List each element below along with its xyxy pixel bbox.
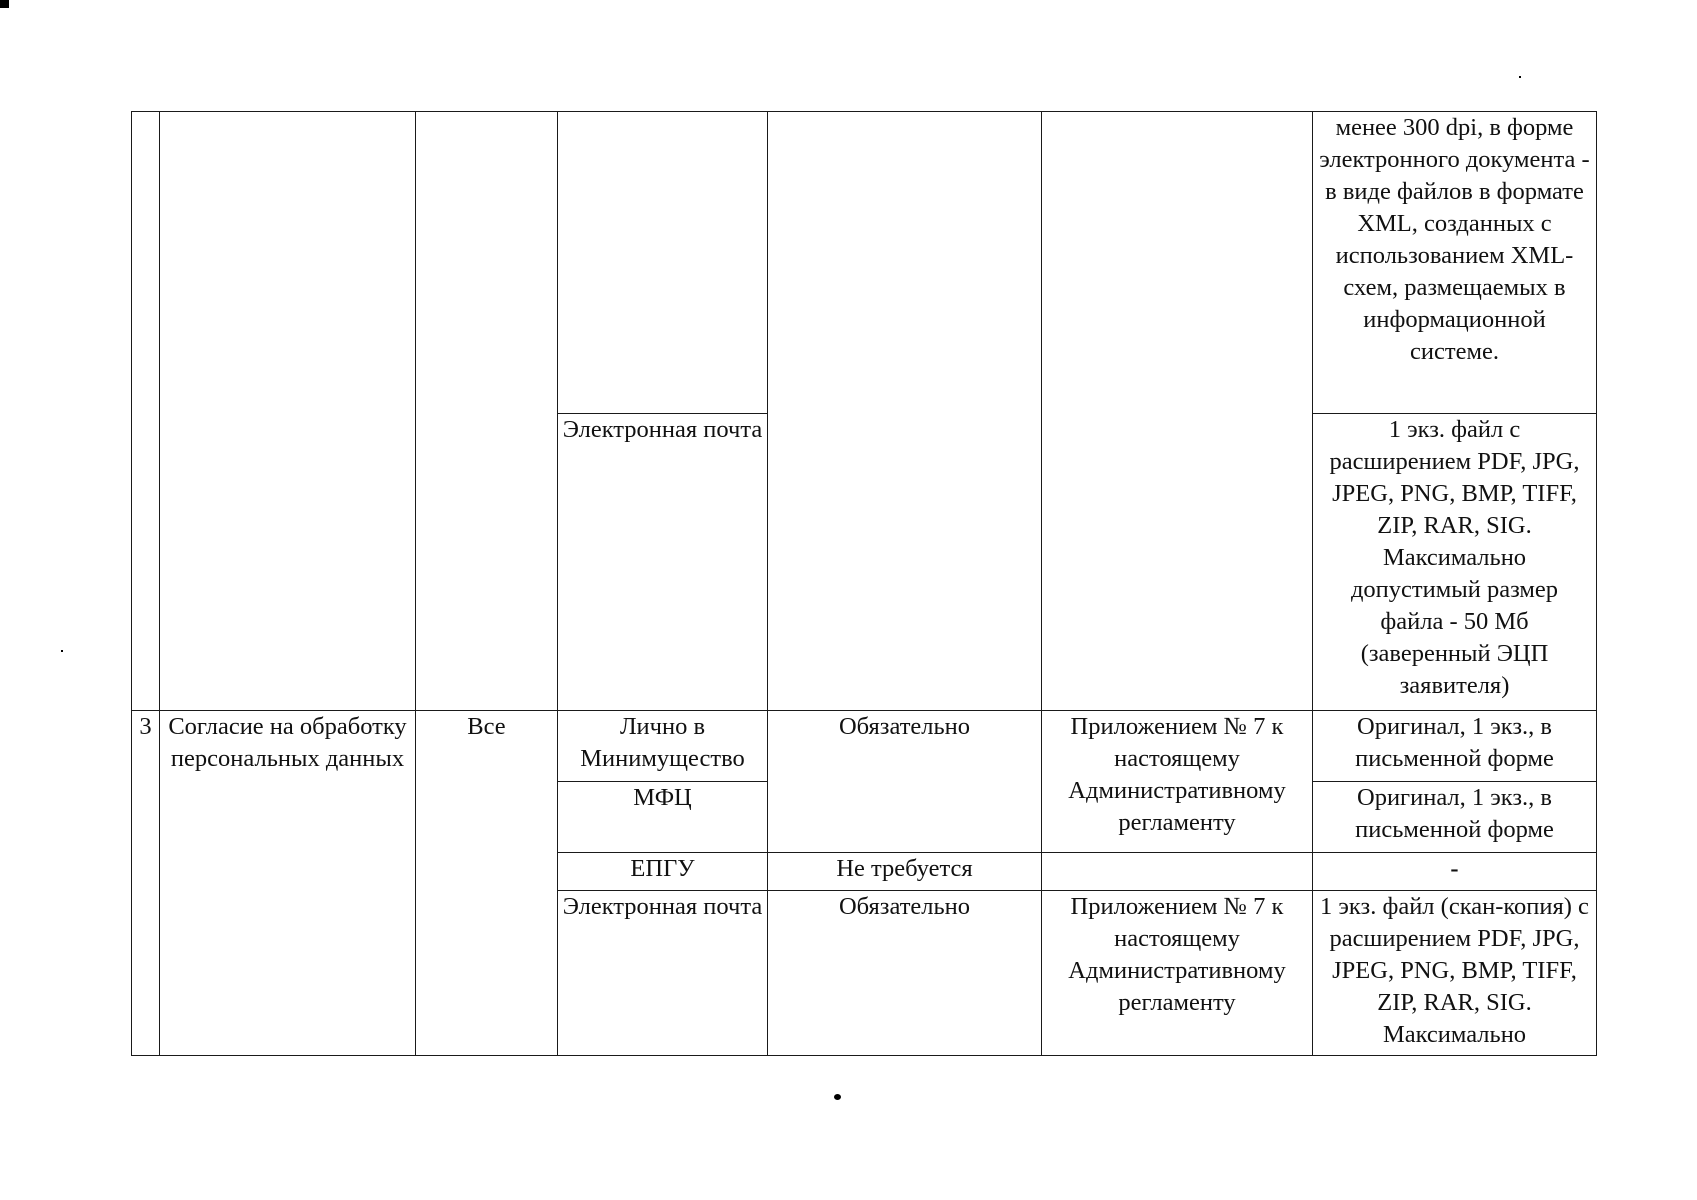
template-cell: Приложением № 7 к настоящему Административному регламенту: [1042, 891, 1313, 1056]
channel-cell-empty: [558, 112, 768, 414]
document-name-cell-empty: [160, 112, 416, 711]
requirement-cell-empty: [768, 112, 1042, 711]
scan-corner-mark: [0, 0, 9, 8]
format-cell: -: [1313, 853, 1597, 891]
requirement-cell: Обязательно: [768, 891, 1042, 1056]
row-number: 3: [132, 711, 160, 1056]
scan-dot: [834, 1094, 841, 1100]
scan-speck: [1519, 76, 1521, 78]
requirement-cell: Обязательно: [768, 711, 1042, 853]
category-cell: Все: [416, 711, 558, 1056]
template-cell: Приложением № 7 к настоящему Административному регламенту: [1042, 711, 1313, 853]
channel-cell: МФЦ: [558, 782, 768, 853]
document-name-cell: Согласие на обработку персональных данных: [160, 711, 416, 1056]
table-row: [132, 112, 1597, 414]
documents-table: [131, 111, 1597, 1056]
channel-cell: ЕПГУ: [558, 853, 768, 891]
format-cell: менее 300 dpi, в форме электронного документа - в виде файлов в формате XML, созданных с использованием XML-схем, размещаемых в информационной системе.: [1313, 112, 1597, 414]
format-cell: Оригинал, 1 экз., в письменной форме: [1313, 711, 1597, 782]
category-cell-empty: [416, 112, 558, 711]
requirement-cell: Не требуется: [768, 853, 1042, 891]
channel-cell: Лично в Минимущество: [558, 711, 768, 782]
format-cell: 1 экз. файл (скан-копия) с расширением PDF, JPG, JPEG, PNG, BMP, TIFF, ZIP, RAR, SIG. Максимально: [1313, 891, 1597, 1056]
number-cell-empty: [132, 112, 160, 711]
format-cell: Оригинал, 1 экз., в письменной форме: [1313, 782, 1597, 853]
channel-cell: Электронная почта: [558, 891, 768, 1056]
format-cell: 1 экз. файл с расширением PDF, JPG, JPEG, PNG, BMP, TIFF, ZIP, RAR, SIG. Максимально допустимый размер файла - 50 Мб (заверенный ЭЦП заявителя): [1313, 414, 1597, 711]
channel-cell: Электронная почта: [558, 414, 768, 711]
template-cell-empty: [1042, 853, 1313, 891]
template-cell-empty: [1042, 112, 1313, 711]
scan-speck: [61, 650, 63, 652]
table-row: [132, 711, 1597, 782]
